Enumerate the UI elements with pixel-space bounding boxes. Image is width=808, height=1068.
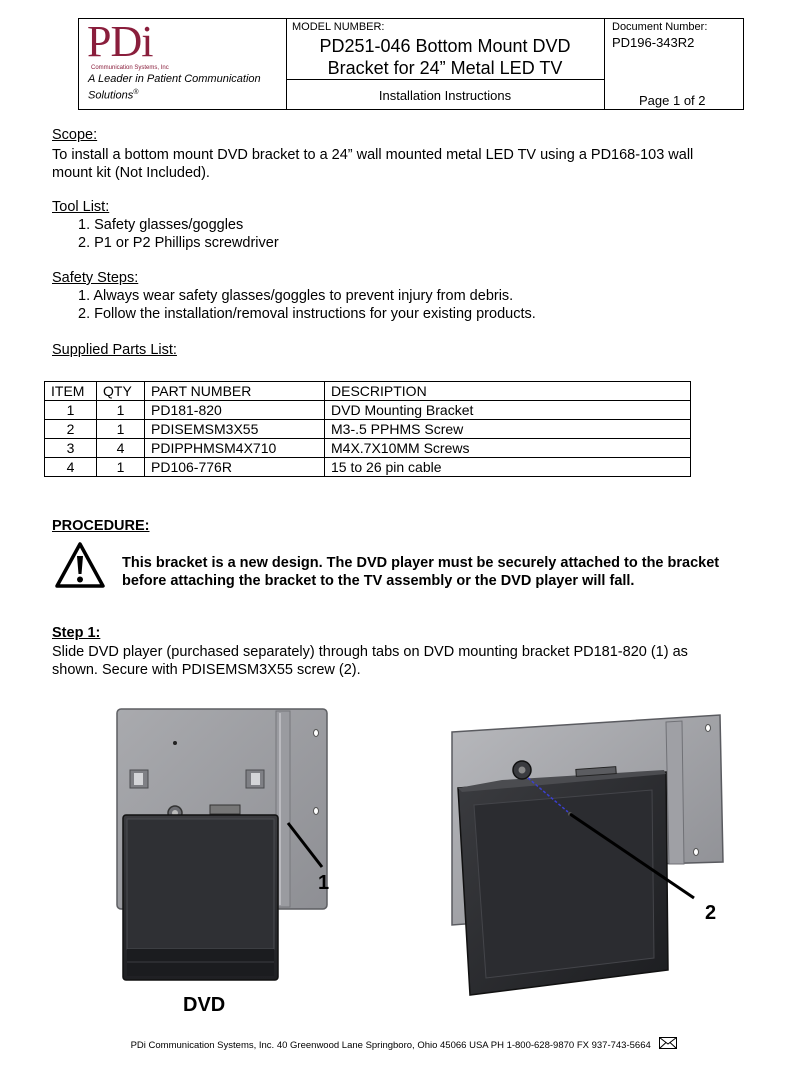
- parts-table: [44, 381, 691, 477]
- model-title-line1: PD251-046 Bottom Mount DVD: [319, 36, 571, 56]
- document-number: PD196-343R2: [612, 35, 695, 50]
- scope-heading: Scope:: [52, 127, 98, 143]
- table-header-row: [45, 382, 691, 401]
- dvd-label: DVD: [183, 994, 226, 1016]
- model-title-line2: Bracket for 24” Metal LED TV: [327, 58, 563, 78]
- table-cell: 1: [97, 401, 145, 420]
- page-number: Page 1 of 2: [639, 93, 706, 108]
- warning-icon: [54, 541, 106, 589]
- table-cell: M4X.7X10MM Screws: [325, 439, 691, 458]
- document-number-label: Document Number:: [612, 21, 708, 33]
- table-row: [45, 420, 691, 439]
- scope-line2: mount kit (Not Included).: [52, 165, 210, 181]
- table-cell: 1: [45, 401, 97, 420]
- table-cell: 4: [97, 439, 145, 458]
- column-header: QTY: [97, 382, 145, 401]
- callout-label-2: 2: [705, 902, 717, 924]
- table-cell: 1: [97, 458, 145, 477]
- logo-subtext: Communication Systems, Inc: [91, 65, 169, 71]
- table-cell: M3-.5 PPHMS Screw: [325, 420, 691, 439]
- table-cell: 3: [45, 439, 97, 458]
- column-header: ITEM: [45, 382, 97, 401]
- bracket-front-view-illustration: [110, 705, 340, 990]
- scope-line1: To install a bottom mount DVD bracket to a 24” wall mounted metal LED TV using a PD168-103 wall: [52, 147, 694, 163]
- safety-item: 1. Always wear safety glasses/goggles to prevent injury from debris.: [78, 288, 514, 304]
- table-row: [45, 458, 691, 477]
- table-cell: PDIPPHMSM4X710: [145, 439, 325, 458]
- safety-item: 2. Follow the installation/removal instructions for your existing products.: [78, 306, 536, 322]
- step1-line1: Slide DVD player (purchased separately) through tabs on DVD mounting bracket PD181-820 (1) as: [52, 644, 688, 660]
- table-row: [45, 401, 691, 420]
- callout-label-1: 1: [318, 872, 330, 894]
- parts-list-heading: Supplied Parts List:: [52, 342, 177, 358]
- model-title: [286, 35, 604, 79]
- installation-label: Installation Instructions: [378, 88, 512, 103]
- table-cell: PD106-776R: [145, 458, 325, 477]
- tool-item: 1. Safety glasses/goggles: [78, 217, 244, 233]
- step1-heading: Step 1:: [52, 625, 101, 641]
- document-header: [78, 18, 744, 110]
- column-header: PART NUMBER: [145, 382, 325, 401]
- tool-item: 2. P1 or P2 Phillips screwdriver: [78, 235, 279, 251]
- procedure-heading: PROCEDURE:: [52, 518, 150, 534]
- warning-line1: This bracket is a new design. The DVD player must be securely attached to the bracket: [122, 555, 720, 571]
- column-header: DESCRIPTION: [325, 382, 691, 401]
- tool-list-heading: Tool List:: [52, 199, 110, 215]
- table-cell: 4: [45, 458, 97, 477]
- table-row: [45, 439, 691, 458]
- safety-steps-heading: Safety Steps:: [52, 270, 139, 286]
- table-cell: DVD Mounting Bracket: [325, 401, 691, 420]
- envelope-icon: [659, 1037, 677, 1049]
- table-cell: 15 to 26 pin cable: [325, 458, 691, 477]
- table-cell: PDISEMSM3X55: [145, 420, 325, 439]
- step1-line2: shown. Secure with PDISEMSM3X55 screw (2).: [52, 662, 361, 678]
- pdi-logo: PDi: [87, 17, 153, 66]
- bracket-angled-view-illustration: [438, 710, 738, 1010]
- table-cell: 1: [97, 420, 145, 439]
- page-footer: [0, 1037, 808, 1051]
- company-tagline: A Leader in Patient Communication Solutions®: [88, 73, 261, 102]
- model-number-label: MODEL NUMBER:: [292, 21, 385, 33]
- warning-line2: before attaching the bracket to the TV assembly or the DVD player will fall.: [122, 573, 635, 589]
- table-cell: PD181-820: [145, 401, 325, 420]
- table-cell: 2: [45, 420, 97, 439]
- footer-contact: PDi Communication Systems, Inc. 40 Greenwood Lane Springboro, Ohio 45066 USA PH 1-800-628-9870 FX 937-743-5664: [130, 1040, 651, 1051]
